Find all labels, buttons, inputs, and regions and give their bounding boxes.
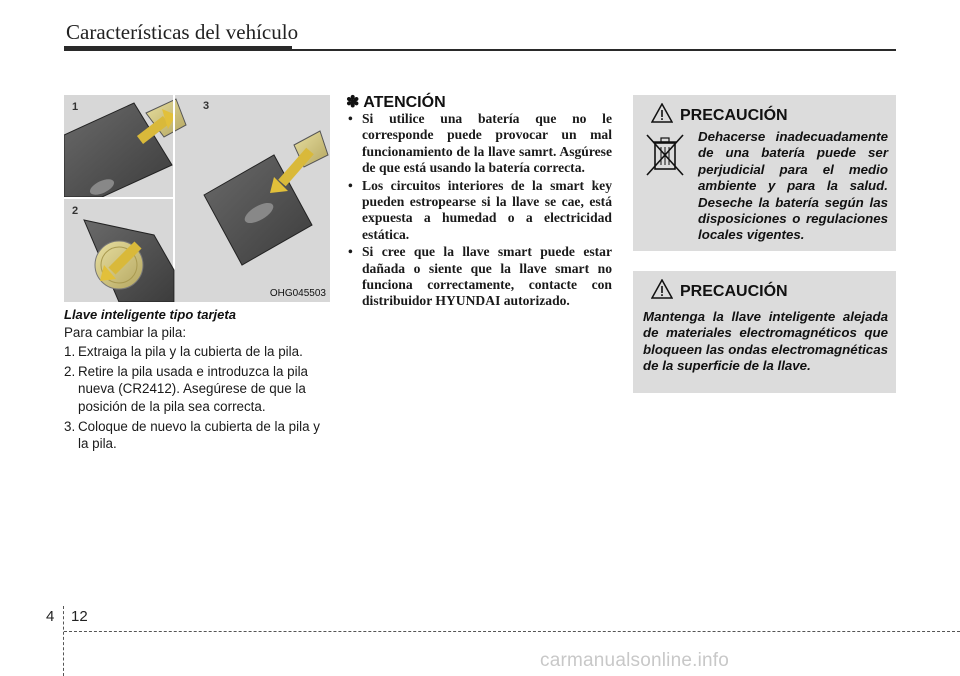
attention-item-text: Si utilice una batería que no le corresponde puede provocar un mal funcionamiento de la llave samrt. Asgúrese de que está usando la batería correcta. — [362, 111, 612, 176]
warning-triangle-icon — [651, 103, 673, 123]
caution-header — [643, 103, 888, 127]
page-header-title: Características del vehículo — [66, 20, 299, 44]
battery-step — [64, 363, 330, 415]
smart-key-battery-illustration — [64, 95, 330, 302]
warning-triangle-icon — [651, 279, 673, 299]
battery-steps-list — [64, 343, 330, 455]
attention-item — [346, 178, 612, 244]
footer-dashed-horizontal — [64, 631, 960, 632]
bullet: • — [348, 177, 353, 193]
figure-caption: Llave inteligente tipo tarjeta — [64, 307, 236, 322]
step-number: 3. — [64, 418, 76, 434]
caution-header — [643, 279, 888, 303]
battery-coin — [95, 241, 143, 289]
step-number: 2. — [64, 364, 76, 380]
attention-item — [346, 111, 612, 177]
attention-list — [346, 111, 612, 311]
attention-title: ✽ ATENCIÓN — [346, 94, 446, 111]
step-number: 1. — [64, 344, 76, 359]
attention-item — [346, 244, 612, 310]
step-text: Coloque de nuevo la cubierta de la pila y la pila. — [78, 418, 320, 452]
watermark: carmanualsonline.info — [540, 650, 730, 671]
header-rule-thick — [64, 46, 292, 51]
footer-dashed-vertical — [63, 606, 64, 676]
key-card-3 — [204, 131, 328, 265]
battery-replacement-drawing — [64, 95, 330, 302]
caution-title: PRECAUCIÓN — [680, 107, 788, 124]
battery-step — [64, 343, 330, 360]
figure-label-3: 3 — [203, 100, 210, 112]
battery-step — [64, 418, 330, 452]
caution-title: PRECAUCIÓN — [680, 283, 788, 300]
figure-label-2: 2 — [72, 205, 79, 217]
figure-code: OHG045503 — [269, 288, 326, 299]
section-number: 4 — [46, 608, 55, 625]
figure-label-1: 1 — [72, 101, 79, 113]
battery-cover-1 — [140, 99, 186, 140]
step-text: Extraiga la pila y la cubierta de la pila. — [78, 344, 303, 359]
crossed-bin-icon — [643, 131, 687, 177]
step-text: Retire la pila usada e introduzca la pila nueva (CR2412). Asegúrese de que la posición de la pila sea correcta. — [78, 364, 309, 414]
page-number: 12 — [71, 608, 88, 625]
bullet: • — [348, 244, 353, 260]
caution-box-electromagnetic — [633, 271, 896, 393]
attention-item-text: Si cree que la llave smart puede estar dañada o siente que la llave smart no funciona correctamente, contacte con distribuidor HYUNDAI autorizado. — [362, 244, 612, 309]
header-rule-thin — [292, 49, 896, 51]
caution-box-battery-disposal — [633, 95, 896, 251]
caution-text: Dehacerse inadecuadamente de una batería puede ser perjudicial para el medio ambiente y para la salud. Deseche la batería según las disposiciones o regulaciones locales vigentes. — [698, 129, 888, 243]
battery-intro: Para cambiar la pila: — [64, 325, 187, 340]
attention-item-text: Los circuitos interiores de la smart key pueden estropearse si la llave se cae, está expuesta a humedad o a electricidad estática. — [362, 177, 612, 242]
bullet: • — [348, 111, 353, 126]
caution-text: Mantenga la llave inteligente alejada de materiales electromagnéticos que bloqueen las ondas electromagnéticas de la superficie de la llave. — [643, 309, 888, 374]
